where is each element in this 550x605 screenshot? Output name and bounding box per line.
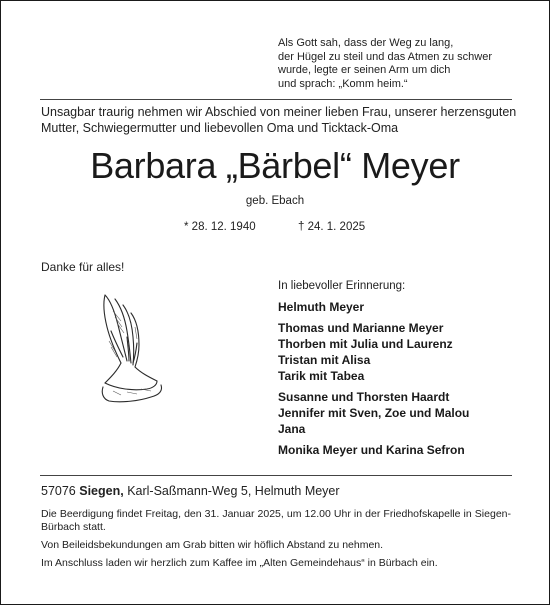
mourner-group bbox=[278, 442, 469, 458]
funeral-information bbox=[41, 508, 511, 575]
mourner-name: Monika Meyer und Karina Sefron bbox=[278, 443, 465, 457]
mourner-name: Thorben mit Julia und Laurenz bbox=[278, 337, 453, 351]
maiden-name: geb. Ebach bbox=[245, 195, 305, 207]
thanks-text: Danke für alles! bbox=[41, 260, 125, 274]
verse bbox=[278, 37, 518, 91]
mourner-name: Tarik mit Tabea bbox=[278, 369, 365, 383]
funeral-note: Im Anschluss laden wir herzlich zum Kaffee im „Alten Gemeindehaus“ in Bürbach ein. bbox=[41, 557, 438, 569]
deceased-name: Barbara „Bärbel“ Meyer bbox=[90, 145, 460, 186]
city: Siegen, bbox=[79, 484, 124, 498]
verse-line: der Hügel zu steil und das Atmen zu schwer bbox=[278, 50, 493, 63]
intro-text bbox=[41, 104, 521, 136]
memory-heading: In liebevoller Erinnerung: bbox=[278, 280, 406, 292]
intro-line: Unsagbar traurig nehmen wir Abschied von meiner lieben Frau, unserer herzensguten bbox=[41, 105, 517, 119]
praying-hands-icon bbox=[91, 291, 171, 403]
mourner-name: Thomas und Marianne Meyer bbox=[278, 321, 444, 335]
mourner-name: Helmuth Meyer bbox=[278, 300, 365, 314]
mourner-group bbox=[278, 389, 469, 437]
mourner-group bbox=[278, 320, 469, 384]
divider-top bbox=[40, 99, 512, 100]
mourner-name: Tristan mit Alisa bbox=[278, 353, 371, 367]
funeral-note: Die Beerdigung findet Freitag, den 31. Januar 2025, um 12.00 Uhr in der Friedhofskapelle in Siegen-Bürbach statt. bbox=[41, 508, 511, 533]
postal-code: 57076 bbox=[41, 484, 76, 498]
mourner-name: Susanne und Thorsten Haardt bbox=[278, 390, 450, 404]
verse-line: und sprach: „Komm heim.“ bbox=[278, 77, 408, 90]
intro-line: Mutter, Schwiegermutter und liebevollen Oma und Ticktack-Oma bbox=[41, 121, 399, 135]
mourner-group bbox=[278, 299, 469, 315]
funeral-note: Von Beileidsbekundungen am Grab bitten wir höflich Abstand zu nehmen. bbox=[41, 539, 384, 551]
contact-address bbox=[41, 484, 340, 498]
street-and-contact: Karl-Saßmann-Weg 5, Helmuth Meyer bbox=[127, 484, 340, 498]
death-date: † 24. 1. 2025 bbox=[298, 221, 366, 233]
verse-line: Als Gott sah, dass der Weg zu lang, bbox=[278, 37, 454, 49]
birth-date: * 28. 12. 1940 bbox=[184, 221, 256, 233]
verse-line: wurde, legte er seinen Arm um dich bbox=[278, 64, 451, 76]
mourner-name: Jennifer mit Sven, Zoe und Malou bbox=[278, 406, 470, 420]
mourner-name: Jana bbox=[278, 422, 306, 436]
mourners-list bbox=[278, 299, 469, 463]
divider-bottom bbox=[40, 475, 512, 476]
